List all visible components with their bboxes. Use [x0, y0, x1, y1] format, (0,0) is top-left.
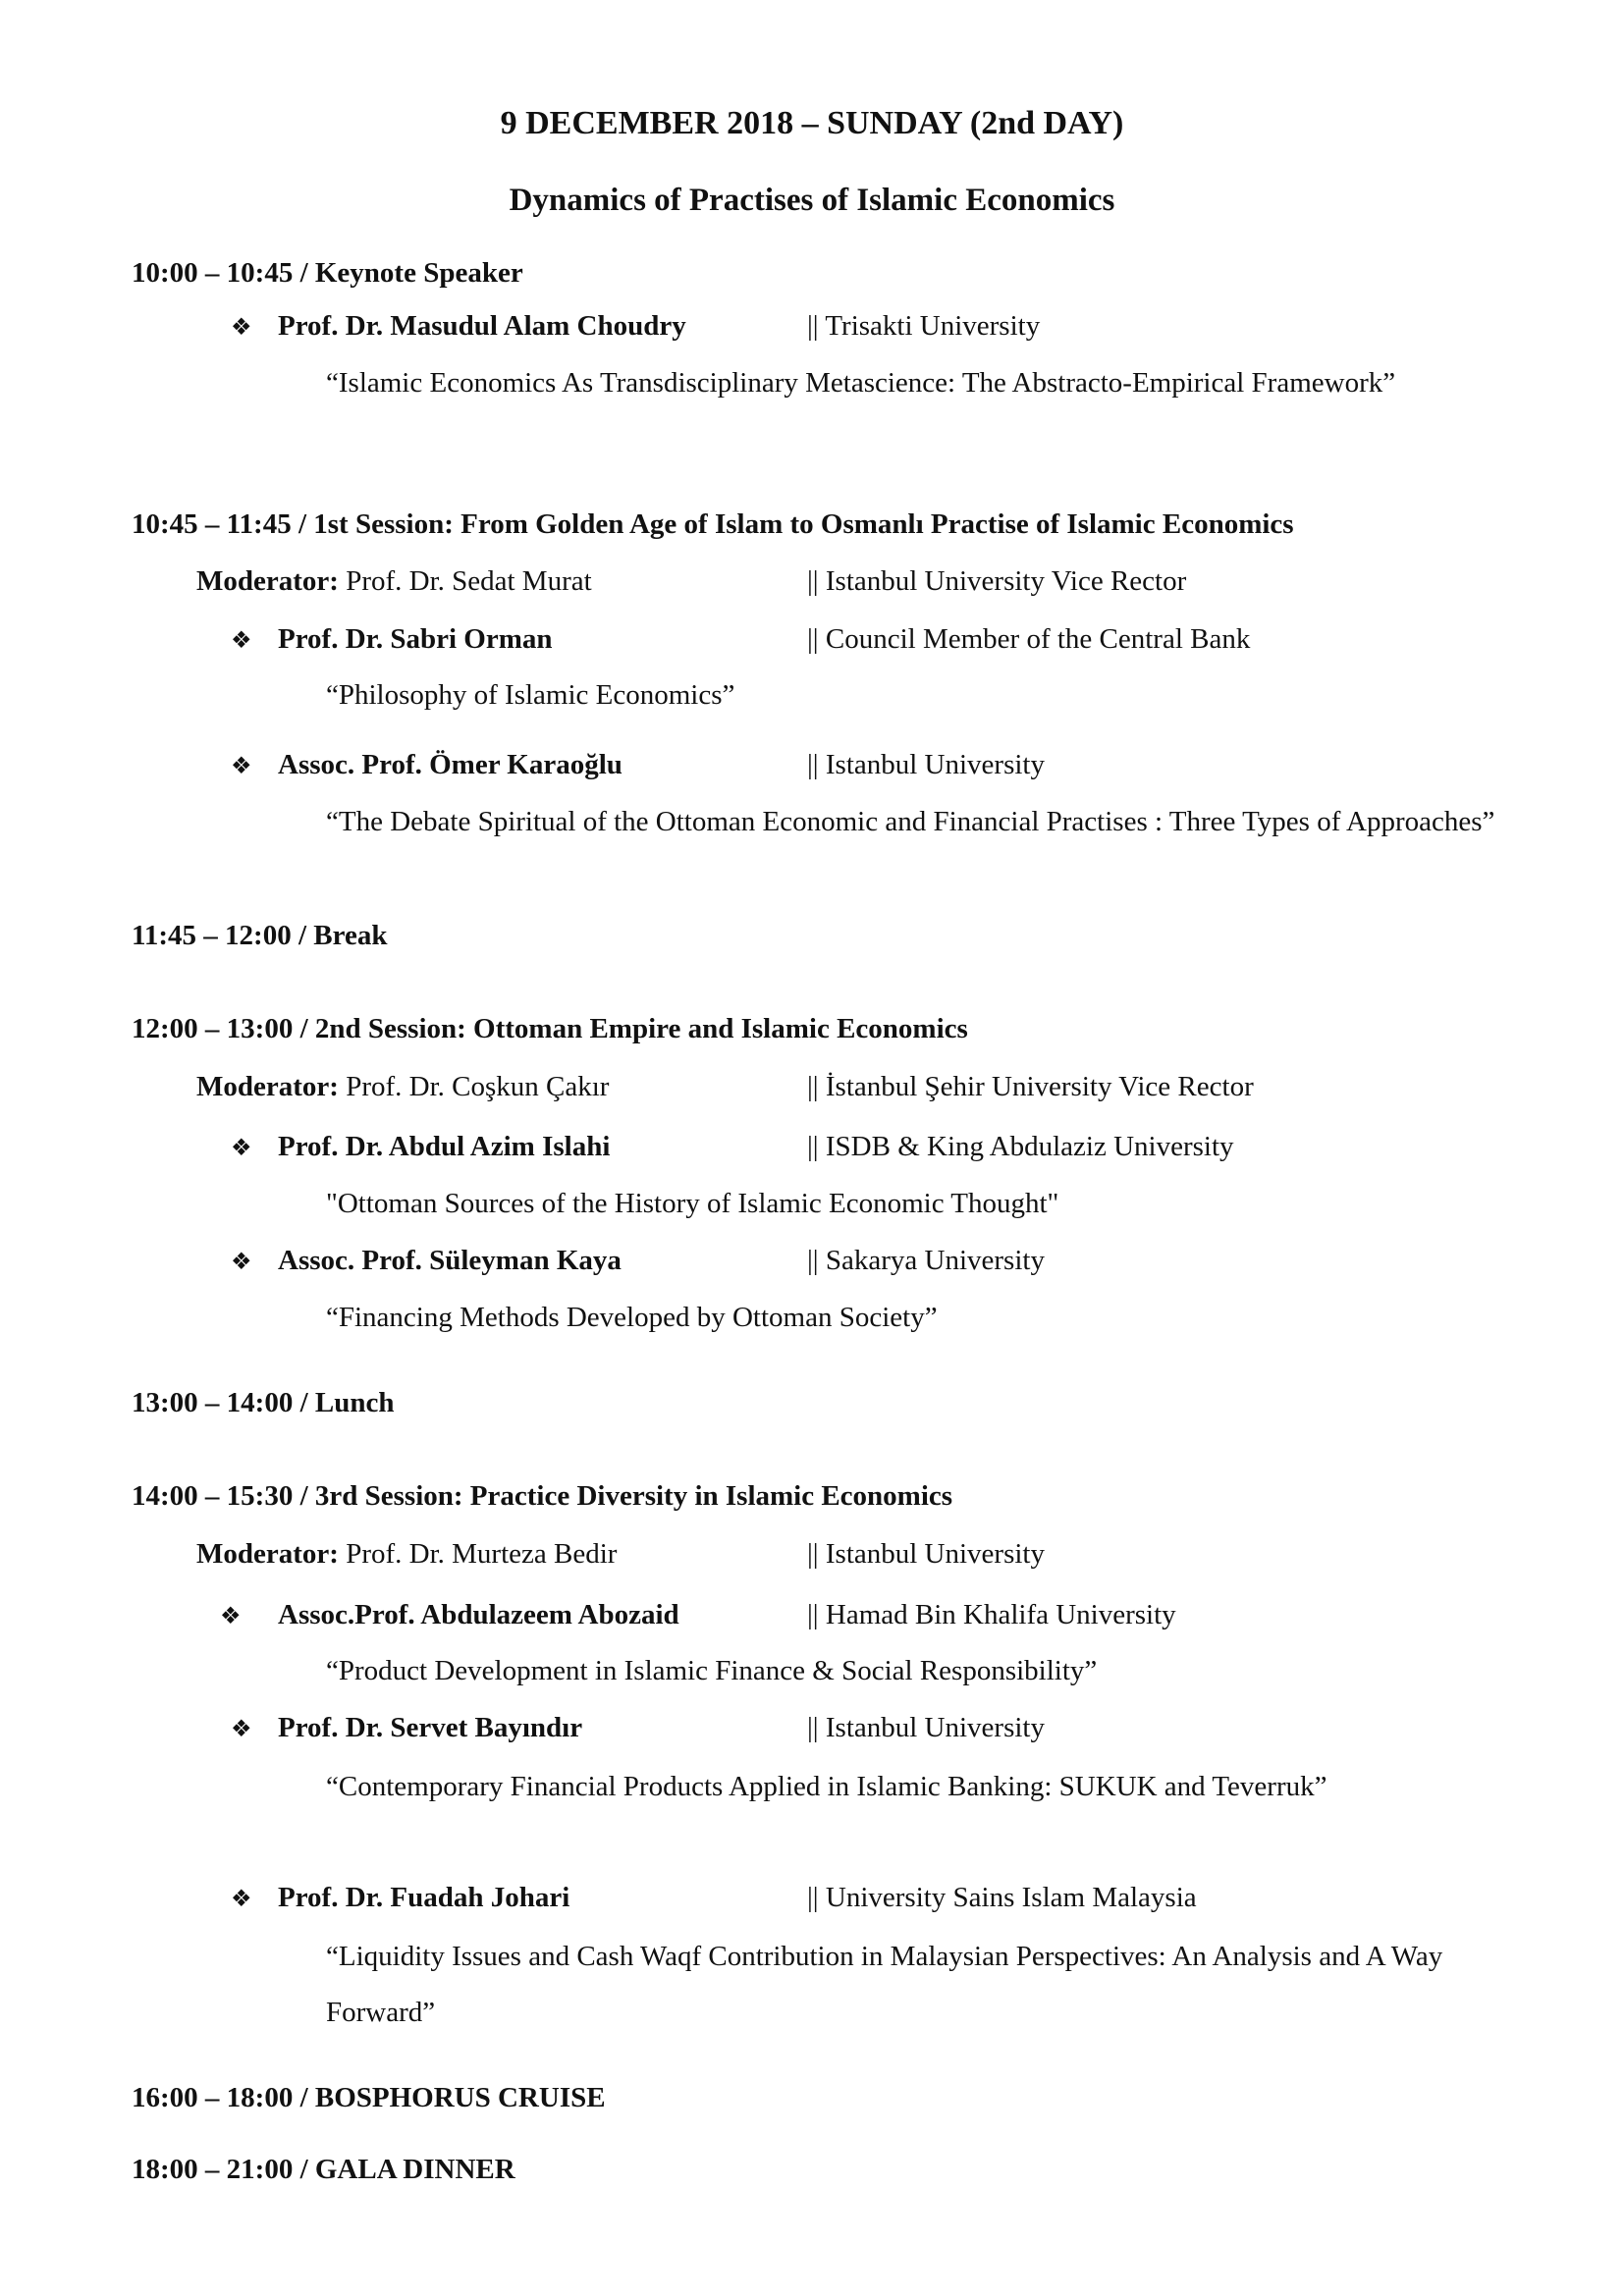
moderator-name: Prof. Dr. Sedat Murat: [346, 565, 592, 597]
speaker-name: Prof. Dr. Sabri Orman: [278, 623, 553, 655]
moderator-name: Prof. Dr. Coşkun Çakır: [346, 1071, 610, 1102]
speaker-row: [231, 747, 623, 784]
moderator-name: Prof. Dr. Murteza Bedir: [346, 1538, 618, 1570]
lunch-heading: 13:00 – 14:00 / Lunch: [132, 1387, 395, 1418]
speaker-affiliation: || University Sains Islam Malaysia: [807, 1882, 1197, 1913]
break-heading: 11:45 – 12:00 / Break: [132, 920, 388, 951]
speaker-affiliation: || Sakarya University: [807, 1245, 1045, 1276]
speaker-name: Prof. Dr. Fuadah Johari: [278, 1882, 570, 1913]
bullet-icon: ❖: [231, 1136, 252, 1161]
moderator-row: [196, 1536, 617, 1572]
speaker-row: [231, 621, 553, 659]
moderator-affiliation: || İstanbul Şehir University Vice Rector: [807, 1071, 1254, 1102]
keynote-heading: 10:00 – 10:45 / Keynote Speaker: [132, 257, 523, 289]
moderator-affiliation: || Istanbul University Vice Rector: [807, 565, 1187, 597]
bullet-icon: ❖: [231, 1887, 252, 1912]
bullet-icon: ❖: [231, 1717, 252, 1742]
speaker-affiliation: || Istanbul University: [807, 749, 1045, 780]
bullet-icon: ❖: [231, 754, 252, 779]
talk-title: “Islamic Economics As Transdisciplinary Metascience: The Abstracto-Empirical Framework”: [326, 367, 1396, 399]
speaker-affiliation: || Trisakti University: [807, 310, 1041, 342]
speaker-name: Prof. Dr. Abdul Azim Islahi: [278, 1131, 611, 1162]
speaker-row: [231, 1880, 569, 1917]
keynote-speaker: [231, 308, 686, 346]
speaker-row: [220, 1597, 679, 1634]
talk-title: “Philosophy of Islamic Economics”: [326, 679, 735, 711]
moderator-affiliation: || Istanbul University: [807, 1538, 1045, 1570]
talk-title: "Ottoman Sources of the History of Islamic Economic Thought": [326, 1188, 1059, 1219]
talk-title: “Liquidity Issues and Cash Waqf Contribution in Malaysian Perspectives: An Analysis and A Way Forward”: [326, 1941, 1443, 2028]
speaker-name: Assoc. Prof. Süleyman Kaya: [278, 1245, 622, 1276]
speaker-name: Assoc.Prof. Abdulazeem Abozaid: [278, 1599, 679, 1630]
speaker-row: [231, 1243, 622, 1280]
moderator-row: [196, 563, 592, 599]
speaker-name: Prof. Dr. Servet Bayındır: [278, 1712, 583, 1743]
session-heading: 12:00 – 13:00 / 2nd Session: Ottoman Empire and Islamic Economics: [132, 1013, 968, 1044]
bullet-icon: ❖: [231, 315, 252, 341]
speaker-affiliation: || ISDB & King Abdulaziz University: [807, 1131, 1234, 1162]
speaker-affiliation: || Hamad Bin Khalifa University: [807, 1599, 1176, 1630]
talk-title: “The Debate Spiritual of the Ottoman Economic and Financial Practises : Three Types of Approaches”: [326, 806, 1495, 837]
moderator-label: Moderator:: [196, 1538, 339, 1570]
speaker-name: Prof. Dr. Masudul Alam Choudry: [278, 310, 686, 342]
moderator-row: [196, 1069, 609, 1104]
moderator-label: Moderator:: [196, 565, 339, 597]
conference-title: Dynamics of Practises of Islamic Economics: [509, 183, 1115, 218]
bullet-icon: ❖: [220, 1604, 242, 1629]
talk-title: “Contemporary Financial Products Applied in Islamic Banking: SUKUK and Teverruk”: [326, 1771, 1327, 1802]
speaker-name: Assoc. Prof. Ömer Karaoğlu: [278, 749, 623, 780]
cruise-heading: 16:00 – 18:00 / BOSPHORUS CRUISE: [132, 2082, 606, 2113]
speaker-row: [231, 1129, 610, 1166]
bullet-icon: ❖: [231, 628, 252, 654]
moderator-label: Moderator:: [196, 1071, 339, 1102]
session-heading: 14:00 – 15:30 / 3rd Session: Practice Diversity in Islamic Economics: [132, 1480, 953, 1512]
speaker-affiliation: || Council Member of the Central Bank: [807, 623, 1251, 655]
session-heading: 10:45 – 11:45 / 1st Session: From Golden Age of Islam to Osmanlı Practise of Islamic Economics: [132, 508, 1294, 540]
talk-title: “Product Development in Islamic Finance & Social Responsibility”: [326, 1655, 1098, 1686]
day-title: 9 DECEMBER 2018 – SUNDAY (2nd DAY): [500, 105, 1124, 141]
talk-title: “Financing Methods Developed by Ottoman Society”: [326, 1302, 938, 1333]
speaker-row: [231, 1710, 582, 1747]
speaker-affiliation: || Istanbul University: [807, 1712, 1045, 1743]
bullet-icon: ❖: [231, 1250, 252, 1275]
dinner-heading: 18:00 – 21:00 / GALA DINNER: [132, 2154, 515, 2185]
